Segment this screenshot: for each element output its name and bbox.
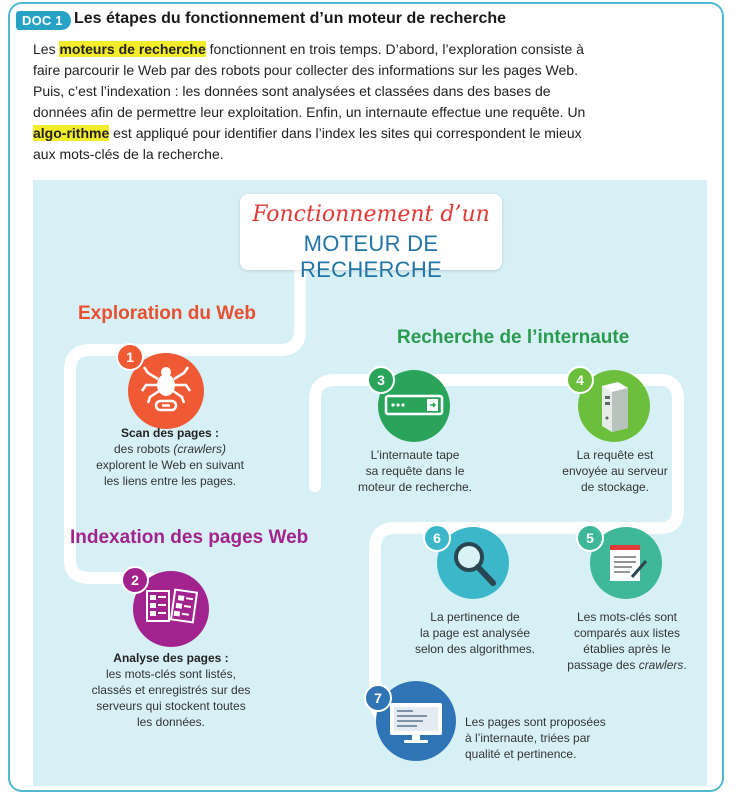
step-1-number: 1 xyxy=(116,343,144,371)
step-1-line-3: les liens entre les pages. xyxy=(103,474,237,488)
step-2-line-3: serveurs qui stockent toutes xyxy=(96,699,246,713)
step-7-line-1: Les pages sont proposées xyxy=(465,715,606,729)
step-5-caption xyxy=(552,609,702,673)
step-7-caption xyxy=(465,714,685,762)
step-4-line-1: La requête est xyxy=(576,448,654,462)
step-4-number: 4 xyxy=(566,366,594,394)
step-6-number: 6 xyxy=(423,524,451,552)
step-7-line-3: qualité et pertinence. xyxy=(465,747,577,761)
step-3-line-3: moteur de recherche. xyxy=(357,480,473,494)
step-1-line-1: des robots xyxy=(113,442,174,456)
step-2-caption xyxy=(66,650,276,730)
step-5-em: crawlers xyxy=(638,658,684,672)
step-5-line-3: établies après le xyxy=(583,642,671,656)
step-1-caption xyxy=(80,425,260,489)
step-3-line-1: L’internaute tape xyxy=(370,448,460,462)
step-7-number: 7 xyxy=(364,684,392,712)
step-4-line-2: envoyée au serveur xyxy=(562,464,668,478)
step-1-line-2: explorent le Web en suivant xyxy=(96,458,244,472)
step-5-line-4-end: . xyxy=(683,658,687,672)
step-5-line-2: comparés aux listes xyxy=(573,626,681,640)
section-exploration: Exploration du Web xyxy=(78,303,257,324)
step-1-head: Scan des pages : xyxy=(120,426,220,440)
step-6-line-1: La pertinence de xyxy=(430,610,520,624)
section-indexation: Indexation des pages Web xyxy=(70,527,309,548)
doc-title: Les étapes du fonctionnement d’un moteur de recherche xyxy=(74,10,507,27)
step-4-line-3: de stockage. xyxy=(580,480,650,494)
step-5-number: 5 xyxy=(576,524,604,552)
step-2-line-4: les données. xyxy=(136,715,206,729)
intro-text-2: fonctionnent en trois temps. D’abord, l’exploration consiste à faire parcourir le Web par des robots pour collecter des informations sur les pages Web. Puis, c’est l’indexation : les données sont analysées et classées dans des bases de données afin de permettre leur exploitation. Enfin, un internaute effectue une requête. Un xyxy=(33,41,586,120)
step-6-caption xyxy=(400,609,550,657)
step-1-em: (crawlers) xyxy=(173,442,227,456)
step-5-line-4: passage des xyxy=(567,658,639,672)
step-3-caption xyxy=(340,447,490,495)
infographic-title xyxy=(240,194,502,282)
highlight-moteurs: moteurs de recherche xyxy=(59,41,206,57)
step-2-line-2: classés et enregistrés sur des xyxy=(91,683,251,697)
intro-text-3: est appliqué pour identifier dans l’index les sites qui correspondent le mieux aux mots-clés de la recherche. xyxy=(33,125,582,162)
step-6-line-3: selon des algorithmes. xyxy=(414,642,536,656)
step-2-number: 2 xyxy=(121,566,149,594)
step-3-line-2: sa requête dans le xyxy=(365,464,465,478)
step-2-line-1: les mots-clés sont listés, xyxy=(105,667,237,681)
intro-text-1: Les xyxy=(33,41,60,57)
step-5-line-1: Les mots-clés sont xyxy=(576,610,678,624)
step-3-number: 3 xyxy=(367,366,395,394)
highlight-algorithme: algo-rithme xyxy=(33,125,110,141)
title-line-main: MOTEUR DE RECHERCHE xyxy=(299,231,443,282)
doc-badge: DOC 1 xyxy=(16,11,71,30)
title-line-script: Fonctionnement d’un xyxy=(252,202,490,227)
section-recherche: Recherche de l’internaute xyxy=(397,327,630,348)
step-4-caption xyxy=(550,447,680,495)
step-2-head: Analyse des pages : xyxy=(113,651,229,665)
step-6-line-2: la page est analysée xyxy=(419,626,531,640)
step-7-line-2: à l’internaute, triées par xyxy=(465,731,591,745)
